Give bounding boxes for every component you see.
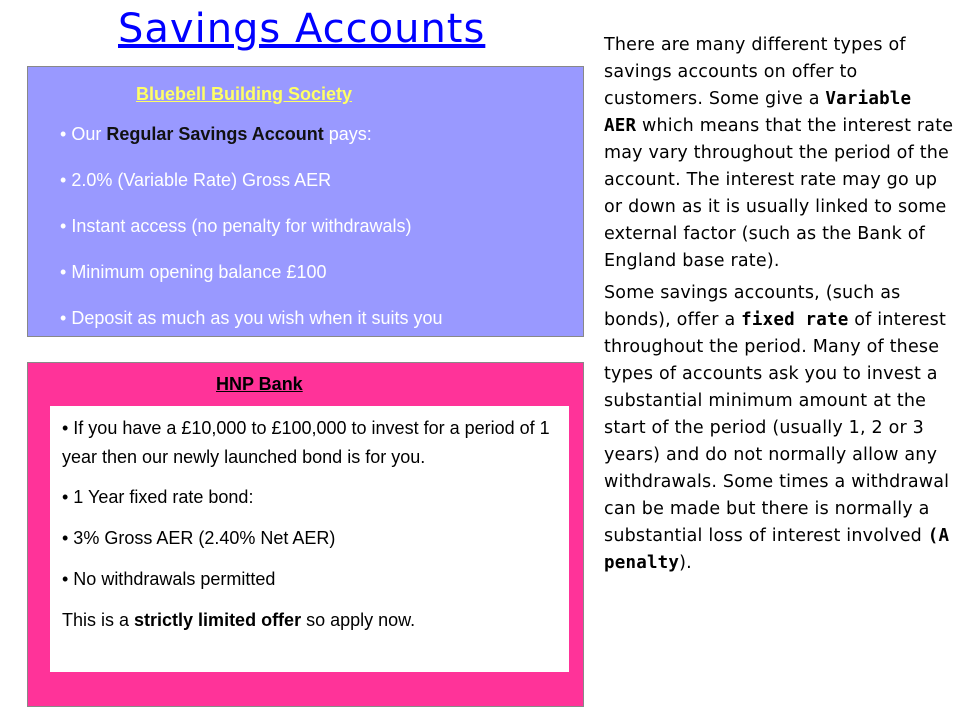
term-penalty: (A penalty (604, 526, 950, 573)
bullet: • (60, 170, 67, 190)
paragraph-fixed-rate: Some savings accounts, (such as bonds), offer a fixed rate of interest throughout the period. Many of these types of accounts ask you to invest a substantial minimum amount at the start of the period (usually 1, 2 or 3 years) and do not normally allow any withdrawals. Some times a withdrawal can be made but there is normally a substantial loss of interest involved (A penalty). (604, 283, 950, 573)
list-item: • 3% Gross AER (2.40% Net AER) (62, 528, 336, 548)
list-item: • 2.0% (Variable Rate) Gross AER (60, 170, 332, 190)
page-title: Savings Accounts (118, 6, 486, 52)
term-fixed-rate: fixed rate (741, 310, 849, 330)
bullet: • (60, 124, 67, 144)
bullet: • (60, 262, 67, 282)
paragraph-variable-aer: There are many different types of savings accounts on offer to customers. Some give a Variable AER which means that the interest rate may vary throughout the period of the account. The interest rate may go up or down as it is usually linked to some external factor (such as the Bank of England base rate). (604, 35, 954, 271)
bluebell-heading: Bluebell Building Society (136, 84, 353, 104)
term-variable-aer: Variable AER (604, 89, 912, 136)
hnp-panel (27, 362, 584, 707)
limited-offer-emphasis: strictly limited offer (134, 610, 302, 630)
bullet: • (60, 308, 67, 328)
bluebell-panel (27, 66, 584, 337)
bullet: • (60, 216, 67, 236)
list-item: • No withdrawals permitted (62, 569, 276, 589)
list-item: • 1 Year fixed rate bond: (62, 487, 254, 507)
list-item: • Instant access (no penalty for withdrawals) (60, 216, 412, 236)
hnp-offer-box (50, 406, 569, 672)
hnp-heading: HNP Bank (216, 374, 303, 394)
list-item: • Minimum opening balance £100 (60, 262, 327, 282)
explanation-text (604, 32, 954, 582)
hnp-intro: • If you have a £10,000 to £100,000 to invest for a period of 1 year then our newly launched bond is for you. (62, 418, 550, 467)
account-name: Regular Savings Account (106, 124, 324, 144)
bluebell-feature-list (60, 122, 442, 352)
list-item: • Deposit as much as you wish when it suits you (60, 308, 443, 328)
list-item: • Our Regular Savings Account pays: (60, 124, 372, 144)
hnp-closing: This is a strictly limited offer so apply now. (62, 610, 416, 630)
